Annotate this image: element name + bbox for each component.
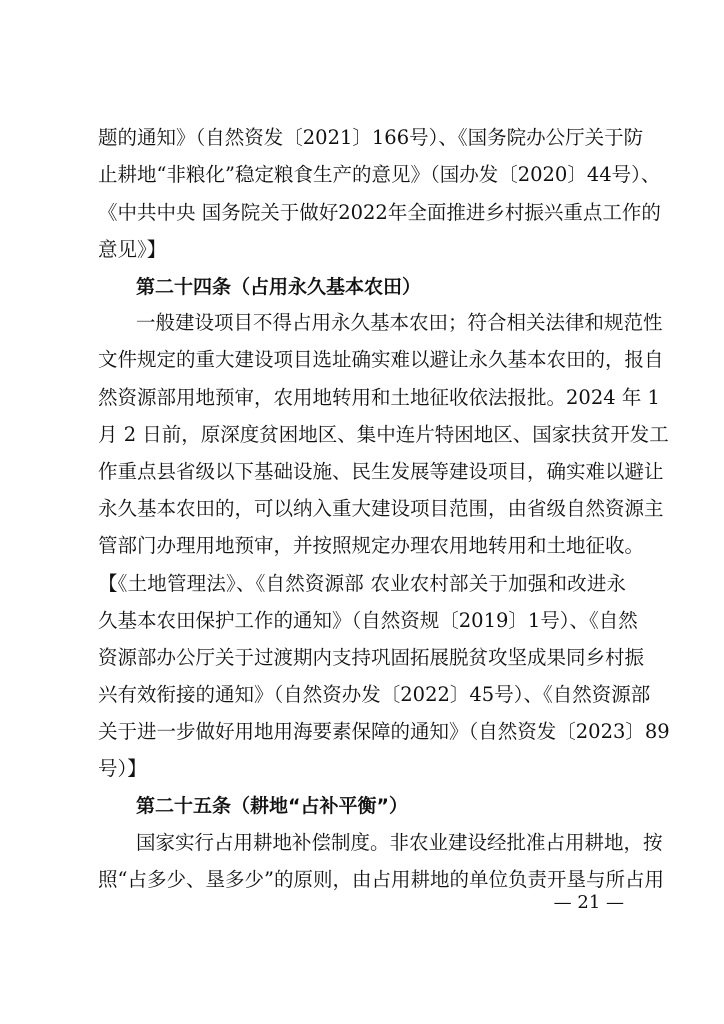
text-line: 照“占多少、垦多少”的原则，由占用耕地的单位负责开垦与所占用	[98, 868, 664, 891]
text-line: 月 2 日前，原深度贫困地区、集中连片特困地区、国家扶贫开发工	[98, 423, 669, 446]
text-line: 止耕地“非粮化”稳定粮食生产的意见》（国办发〔2020〕44号）、	[98, 163, 661, 186]
text-line: 兴有效衔接的通知》（自然资办发〔2022〕45号）、《自然资源部	[98, 683, 651, 706]
page-number: — 21 —	[553, 892, 624, 913]
text-line: 永久基本农田的，可以纳入重大建设项目范围，由省级自然资源主	[98, 497, 664, 520]
text-line: 题的通知》（自然资发〔2021〕166号）、《国务院办公厅关于防	[98, 126, 644, 149]
text-line: 号）】	[98, 757, 147, 780]
text-line: 国家实行占用耕地补偿制度。非农业建设经批准占用耕地，按	[136, 831, 663, 854]
article-24-heading: 第二十四条（占用永久基本农田）	[136, 276, 422, 298]
text-line: 关于进一步做好用地用海要素保障的通知》（自然资发〔2023〕89	[98, 720, 670, 743]
text-line: 《中共中央 国务院关于做好2022年全面推进乡村振兴重点工作的	[98, 201, 661, 224]
text-line: 然资源部用地预审，农用地转用和土地征收依法报批。2024 年 1	[98, 386, 660, 409]
text-line: 作重点县省级以下基础设施、民生发展等建设项目，确实难以避让	[98, 460, 664, 483]
text-line: 意见》】	[98, 238, 167, 261]
text-line: 一般建设项目不得占用永久基本农田；符合相关法律和规范性	[136, 311, 663, 334]
text-line: 【《土地管理法》、《自然资源部 农业农村部关于加强和改进永	[98, 572, 626, 595]
text-line: 管部门办理用地预审，并按照规定办理农用地转用和土地征收。	[98, 534, 645, 557]
text-line: 久基本农田保护工作的通知》（自然资规〔2019〕1号）、《自然	[98, 609, 638, 632]
text-line: 资源部办公厅关于过渡期内支持巩固拓展脱贫攻坚成果同乡村振	[98, 646, 645, 669]
text-line: 文件规定的重大建设项目选址确实难以避让永久基本农田的，报自	[98, 348, 664, 371]
article-25-heading: 第二十五条（耕地“占补平衡”）	[136, 795, 408, 817]
